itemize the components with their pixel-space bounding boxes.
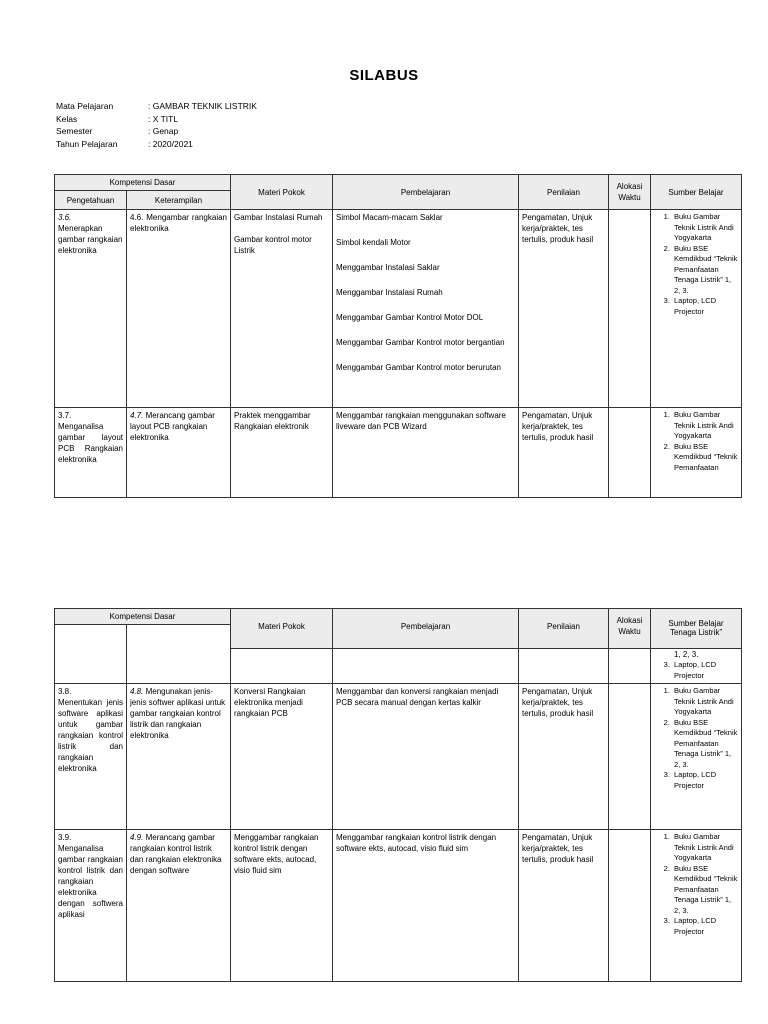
penilaian-cell: Pengamatan, Unjuk kerja/praktek, tes tertulis, produk hasil xyxy=(519,210,609,408)
header-kompetensi-dasar: Kompetensi Dasar xyxy=(55,609,231,625)
alokasi-cell xyxy=(609,830,651,982)
sumber-cell xyxy=(651,210,742,408)
sumber-item: 1. Buku Gambar Teknik Listrik Andi Yogyakarta xyxy=(672,832,738,864)
materi-item: Praktek menggambar Rangkaian elektronik xyxy=(234,411,311,431)
kd-text: Menganalisa gambar rangkaian kontrol listrik dan rangkaian elektronika dengan softwera aplikasi xyxy=(58,844,123,919)
alokasi-cell xyxy=(609,684,651,830)
materi-cell xyxy=(231,649,333,684)
header-sumber-belajar: Sumber Belajar xyxy=(651,175,742,210)
meta-row-year xyxy=(56,138,257,151)
kd-number: 3.8. xyxy=(58,687,72,696)
header-keterampilan: Keterampilan xyxy=(127,191,231,210)
pembelajaran-cell xyxy=(333,408,519,498)
sumber-item: 1. Buku Gambar Teknik Listrik Andi Yogyakarta xyxy=(672,212,738,244)
penilaian-cell xyxy=(519,649,609,684)
alokasi-cell xyxy=(609,408,651,498)
header-materi-pokok: Materi Pokok xyxy=(231,175,333,210)
sumber-item: 3. Laptop, LCD Projector xyxy=(672,660,738,681)
kd-number: 3.7. xyxy=(58,411,72,420)
kd-keterampilan-cell xyxy=(127,408,231,498)
sumber-item: 2. Buku BSE Kemdikbud “Teknik Pemanfaatan Tenaga Listrik” 1, 2, 3. xyxy=(672,864,738,917)
kd-pengetahuan-cell xyxy=(55,408,127,498)
kd-pengetahuan-cell xyxy=(55,649,127,684)
kd-pengetahuan-cell xyxy=(55,625,127,649)
meta-value: : GAMBAR TEKNIK LISTRIK xyxy=(148,101,257,111)
materi-cell xyxy=(231,830,333,982)
sumber-item: 1. Buku Gambar Teknik Listrik Andi Yogyakarta xyxy=(672,686,738,718)
ket-number: 4.6. xyxy=(130,213,144,222)
kd-keterampilan-cell xyxy=(127,210,231,408)
kd-text: Menerapkan gambar rangkaian elektronika xyxy=(58,224,123,255)
ket-text: Merancang gambar rangkaian kontrol listrik dan rangkaian elektronika dengan software xyxy=(130,833,222,875)
sumber-cell xyxy=(651,408,742,498)
materi-item: Konversi Rangkaian elektronika menjadi rangkaian PCB xyxy=(234,687,306,718)
table-row xyxy=(55,830,742,982)
materi-cell xyxy=(231,684,333,830)
kd-text: Menganalisa gambar layout PCB Rangkaian elektronika xyxy=(58,422,123,464)
ket-text: Merancang gambar layout PCB rangkaian elektronika xyxy=(130,411,215,442)
pembelajaran-item: Menggambar Gambar Kontrol motor bergantian xyxy=(336,338,505,347)
kd-keterampilan-cell xyxy=(127,649,231,684)
kd-pengetahuan-cell xyxy=(55,830,127,982)
table-row xyxy=(55,684,742,830)
header-penilaian: Penilaian xyxy=(519,175,609,210)
meta-row-semester xyxy=(56,125,257,138)
materi-cell xyxy=(231,210,333,408)
meta-row-class xyxy=(56,113,257,126)
materi-cell xyxy=(231,408,333,498)
kd-text: Menentukan jenis software aplikasi untuk gambar rangkaian kontrol listrik dan rangkaian elektronika xyxy=(58,698,123,773)
sumber-cell xyxy=(651,649,742,684)
carry-sumber-head: Tenaga Listrik” xyxy=(669,628,723,637)
meta-label: Tahun Pelajaran xyxy=(56,138,118,149)
materi-item: Gambar kontrol motor Listrik xyxy=(234,235,312,255)
meta-label: Mata Pelajaran xyxy=(56,101,114,111)
meta-label: Kelas xyxy=(56,113,78,124)
pembelajaran-item: Menggambar Gambar Kontrol motor berurutan xyxy=(336,363,501,372)
sumber-item: 3. Laptop, LCD Projector xyxy=(672,770,738,791)
kd-number: 3.6. xyxy=(58,213,72,222)
header-materi-pokok: Materi Pokok xyxy=(231,609,333,649)
syllabus-table-1 xyxy=(54,174,742,498)
document-meta xyxy=(56,100,257,150)
meta-value: : 2020/2021 xyxy=(148,138,193,149)
penilaian-cell: Pengamatan, Unjuk kerja/praktek, tes tertulis, produk hasil xyxy=(519,830,609,982)
table-row xyxy=(55,649,742,684)
header-sumber-label: Sumber Belajar xyxy=(668,619,724,628)
kd-pengetahuan-cell xyxy=(55,684,127,830)
page-title: SILABUS xyxy=(349,67,419,84)
table-row xyxy=(55,210,742,408)
carry-sumber-tail: 1, 2, 3. xyxy=(674,650,699,659)
sumber-item: 3. Laptop, LCD Projector xyxy=(672,296,738,317)
header-pembelajaran: Pembelajaran xyxy=(333,175,519,210)
penilaian-cell: Pengamatan, Unjuk kerja/praktek, tes tertulis, produk hasil xyxy=(519,408,609,498)
kd-keterampilan-cell xyxy=(127,830,231,982)
sumber-cell xyxy=(651,830,742,982)
header-sumber-belajar xyxy=(651,609,742,649)
kd-pengetahuan-cell xyxy=(55,210,127,408)
pembelajaran-item: Menggambar dan konversi rangkaian menjadi PCB secara manual dengan kertas kalkir xyxy=(336,687,499,707)
table-row xyxy=(55,408,742,498)
kd-keterampilan-cell xyxy=(127,684,231,830)
kd-number: 3.9. xyxy=(58,833,72,842)
alokasi-cell xyxy=(609,649,651,684)
header-penilaian: Penilaian xyxy=(519,609,609,649)
pembelajaran-cell xyxy=(333,210,519,408)
sumber-item: 2. Buku BSE Kemdikbud “Teknik Pemanfaatan Tenaga Listrik” 1, 2, 3. xyxy=(672,244,738,297)
syllabus-table-2 xyxy=(54,608,742,982)
pembelajaran-item: Simbol Macam-macam Saklar xyxy=(336,213,443,222)
sumber-item: 2. Buku BSE Kemdikbud “Teknik Pemanfaatan Tenaga Listrik” 1, 2, 3. xyxy=(672,718,738,771)
meta-label: Semester xyxy=(56,126,93,136)
kd-keterampilan-cell xyxy=(127,625,231,649)
sumber-cell xyxy=(651,684,742,830)
ket-number: 4.8. xyxy=(130,687,144,696)
pembelajaran-item: Menggambar rangkaian menggunakan software liveware dan PCB Wizard xyxy=(336,411,506,431)
alokasi-cell xyxy=(609,210,651,408)
ket-text: Mengunakan jenis-jenis softwer aplikasi untuk gambar rangkaian kontrol listrik dan rangkaian elektronika xyxy=(130,687,226,740)
sumber-item: 2. Buku BSE Kemdikbud “Teknik Pemanfaatan xyxy=(672,442,738,474)
header-pembelajaran: Pembelajaran xyxy=(333,609,519,649)
pembelajaran-cell xyxy=(333,649,519,684)
pembelajaran-cell xyxy=(333,684,519,830)
ket-number: 4.7. xyxy=(130,411,144,420)
pembelajaran-item: Simbol kendali Motor xyxy=(336,238,411,247)
sumber-item: 3. Laptop, LCD Projector xyxy=(672,916,738,937)
pembelajaran-item: Menggambar rangkaian kontrol listrik dengan software ekts, autocad, visio fluid sim xyxy=(336,833,497,853)
penilaian-cell: Pengamatan, Unjuk kerja/praktek, tes tertulis, produk hasil xyxy=(519,684,609,830)
materi-item: Menggambar rangkaian kontrol listrik dengan software ekts, autocad, visio fluid sim xyxy=(234,833,319,875)
header-alokasi-waktu: Alokasi Waktu xyxy=(609,609,651,649)
materi-item: Gambar Instalasi Rumah xyxy=(234,213,323,222)
ket-text: Mengambar rangkaian elektronika xyxy=(130,213,227,233)
meta-value: : X TITL xyxy=(148,113,179,124)
pembelajaran-item: Menggambar Gambar Kontrol Motor DOL xyxy=(336,313,484,322)
pembelajaran-item: Menggambar Instalasi Saklar xyxy=(336,263,440,272)
ket-number: 4.9. xyxy=(130,833,144,842)
meta-row-subject xyxy=(56,100,257,113)
meta-value: : Genap xyxy=(148,126,179,136)
header-alokasi-waktu: Alokasi Waktu xyxy=(609,175,651,210)
header-pengetahuan: Pengetahuan xyxy=(55,191,127,210)
sumber-item: 1. Buku Gambar Teknik Listrik Andi Yogyakarta xyxy=(672,410,738,442)
pembelajaran-cell xyxy=(333,830,519,982)
pembelajaran-item: Menggambar Instalasi Rumah xyxy=(336,288,443,297)
header-kompetensi-dasar: Kompetensi Dasar xyxy=(55,175,231,191)
